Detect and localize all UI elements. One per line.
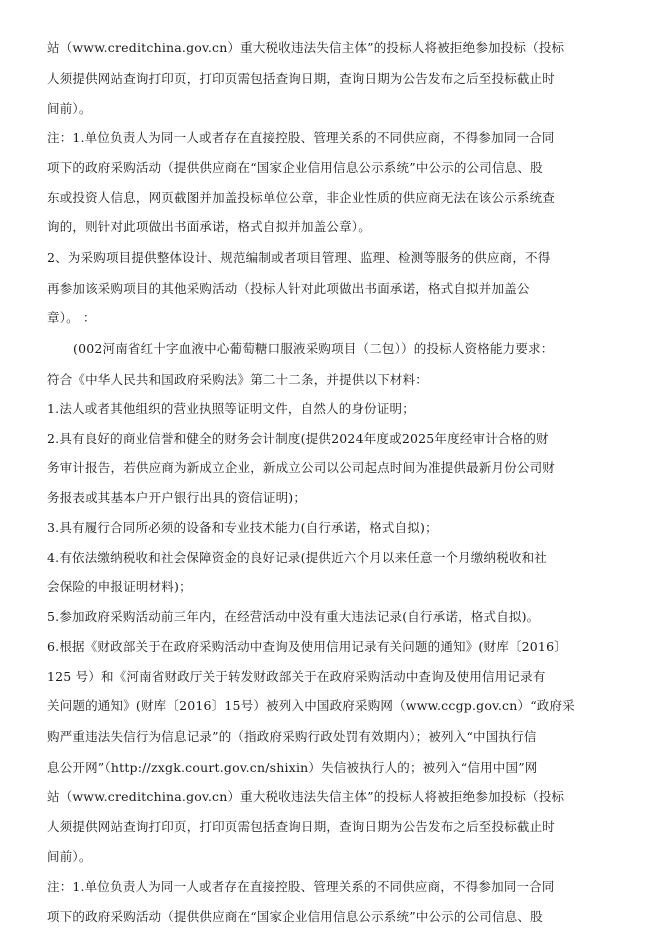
text-line: 6.根据《财政部关于在政府采购活动中查询及使用信用记录有关问题的通知》(财库〔2016〕	[47, 639, 567, 654]
text-line: 2、为采购项目提供整体设计、规范编制或者项目管理、监理、检测等服务的供应商，不得	[47, 250, 551, 265]
text-line: 间前）。	[47, 101, 92, 116]
text-line: 东或投资人信息，网页截图并加盖投标单位公章，非企业性质的供应商无法在该公示系统查	[47, 190, 556, 205]
text-line: 章）。 ：	[47, 310, 96, 325]
text-line: 125 号）和《河南省财政厅关于转发财政部关于在政府采购活动中查询及使用信用记录有	[47, 669, 546, 684]
text-line: 注：1.单位负责人为同一人或者存在直接控股、管理关系的不同供应商，不得参加同一合同	[47, 879, 555, 894]
text-line: 1.法人或者其他组织的营业执照等证明文件，自然人的身份证明；	[47, 401, 415, 416]
text-line: 再参加该采购项目的其他采购活动（投标人针对此项做出书面承诺，格式自拟并加盖公	[47, 281, 530, 296]
text-line: 间前）。	[47, 849, 92, 864]
text-line: 关问题的通知》(财库〔2016〕15号）被列入中国政府采购网（www.ccgp.gov.cn）“政府采	[47, 698, 575, 713]
text-line: 息公开网”（http://zxgk.court.gov.cn/shixin）失信被执行人的；被列入“信用中国”网	[47, 760, 538, 775]
text-line: 人须提供网站查询打印页，打印页需包括查询日期，查询日期为公告发布之后至投标截止时	[47, 819, 556, 834]
text-line: 项下的政府采购活动（提供供应商在“国家企业信用信息公示系统”中公示的公司信息、股	[47, 160, 543, 175]
text-line: 询的，则针对此项做出书面承诺，格式自拟并加盖公章）。	[47, 219, 371, 234]
text-line: 项下的政府采购活动（提供供应商在“国家企业信用信息公示系统”中公示的公司信息、股	[47, 909, 543, 924]
text-line: 5.参加政府采购活动前三年内，在经营活动中没有重大违法记录(自行承诺，格式自拟)。	[47, 609, 540, 624]
text-line: 务报表或其基本户开户银行出具的资信证明)；	[47, 490, 307, 505]
text-line: 注：1.单位负责人为同一人或者存在直接控股、管理关系的不同供应商，不得参加同一合同	[47, 130, 555, 145]
text-line: 站（www.creditchina.gov.cn）重大税收违法失信主体”的投标人将被拒绝参加投标（投标	[47, 40, 565, 55]
text-line: 4.有依法缴纳税收和社会保障资金的良好记录(提供近六个月以来任意一个月缴纳税收和社	[47, 550, 548, 565]
text-line: (002河南省红十字血液中心葡萄糖口服液采购项目（二包））的投标人资格能力要求：	[73, 341, 554, 356]
text-line: 人须提供网站查询打印页，打印页需包括查询日期，查询日期为公告发布之后至投标截止时	[47, 71, 556, 86]
text-line: 2.具有良好的商业信誉和健全的财务会计制度(提供2024年度或2025年度经审计合格的财	[47, 431, 549, 446]
text-line: 会保险的申报证明材料)；	[47, 579, 192, 594]
text-line: 符合《中华人民共和国政府采购法》第二十二条，并提供以下材料：	[47, 372, 429, 387]
text-line: 3.具有履行合同所必须的设备和专业技术能力(自行承诺，格式自拟)；	[47, 520, 438, 535]
text-line: 站（www.creditchina.gov.cn）重大税收违法失信主体”的投标人将被拒绝参加投标（投标	[47, 789, 565, 804]
text-line: 务审计报告，若供应商为新成立企业，新成立公司以公司起点时间为准提供最新月份公司财	[47, 460, 556, 475]
text-line: 购严重违法失信行为信息记录”的（指政府采购行政处罚有效期内）；被列入“中国执行信	[47, 729, 537, 744]
